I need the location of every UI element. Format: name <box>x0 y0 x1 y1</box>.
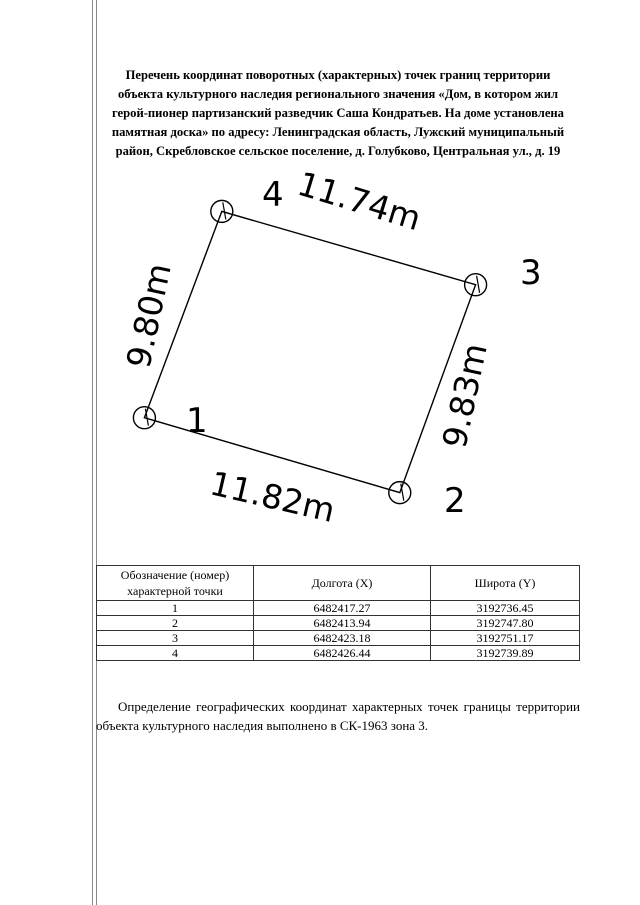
table-row <box>97 616 580 631</box>
title-line: герой-пионер партизанский разведчик Саша Кондратьев. На доме установлена <box>112 106 564 120</box>
table-cell: 6482413.94 <box>254 616 431 631</box>
boundary-plan-diagram <box>0 160 640 540</box>
title-line: памятная доска» по адресу: Ленинградская область, Лужский муниципальный <box>111 125 565 139</box>
point-label-4: 4 <box>262 175 284 215</box>
table-row <box>97 646 580 661</box>
title-line: район, Скребловское сельское поселение, д. Голубково, Центральная ул., д. 19 <box>115 144 561 158</box>
column-header-longitude: Долгота (X) <box>254 566 431 601</box>
boundary-polygon <box>144 211 475 492</box>
segment-length-1-2: 11.82m <box>206 463 339 531</box>
point-label-1: 1 <box>186 401 208 441</box>
table-row <box>97 601 580 616</box>
segment-length-3-4: 11.74m <box>293 163 426 239</box>
table-cell: 3192747.80 <box>431 616 580 631</box>
coordinates-table <box>96 565 580 661</box>
title-line: объекта культурного наследия регионального значения «Дом, в котором жил <box>117 87 559 101</box>
table-cell: 6482426.44 <box>254 646 431 661</box>
table-cell: 2 <box>97 616 254 631</box>
table-cell: 3 <box>97 631 254 646</box>
table-row <box>97 631 580 646</box>
point-label-2: 2 <box>444 481 466 521</box>
point-label-3: 3 <box>520 253 542 293</box>
column-header-point: Обозначение (номер) характерной точки <box>97 566 254 601</box>
column-header-latitude: Широта (Y) <box>431 566 580 601</box>
table-header-row <box>97 566 580 601</box>
document-title <box>96 66 580 161</box>
coordinate-system-note: Определение географических координат характерных точек границы территории объекта культурного наследия выполнено в СК-1963 зона 3. <box>96 699 580 733</box>
table-cell: 6482423.18 <box>254 631 431 646</box>
table-cell: 3192739.89 <box>431 646 580 661</box>
table-cell: 3192736.45 <box>431 601 580 616</box>
segment-length-2-3: 9.83m <box>434 339 495 452</box>
title-line: Перечень координат поворотных (характерных) точек границ территории <box>125 68 551 82</box>
table-cell: 3192751.17 <box>431 631 580 646</box>
table-cell: 1 <box>97 601 254 616</box>
table-cell: 6482417.27 <box>254 601 431 616</box>
segment-length-4-1: 9.80m <box>118 259 179 372</box>
table-cell: 4 <box>97 646 254 661</box>
